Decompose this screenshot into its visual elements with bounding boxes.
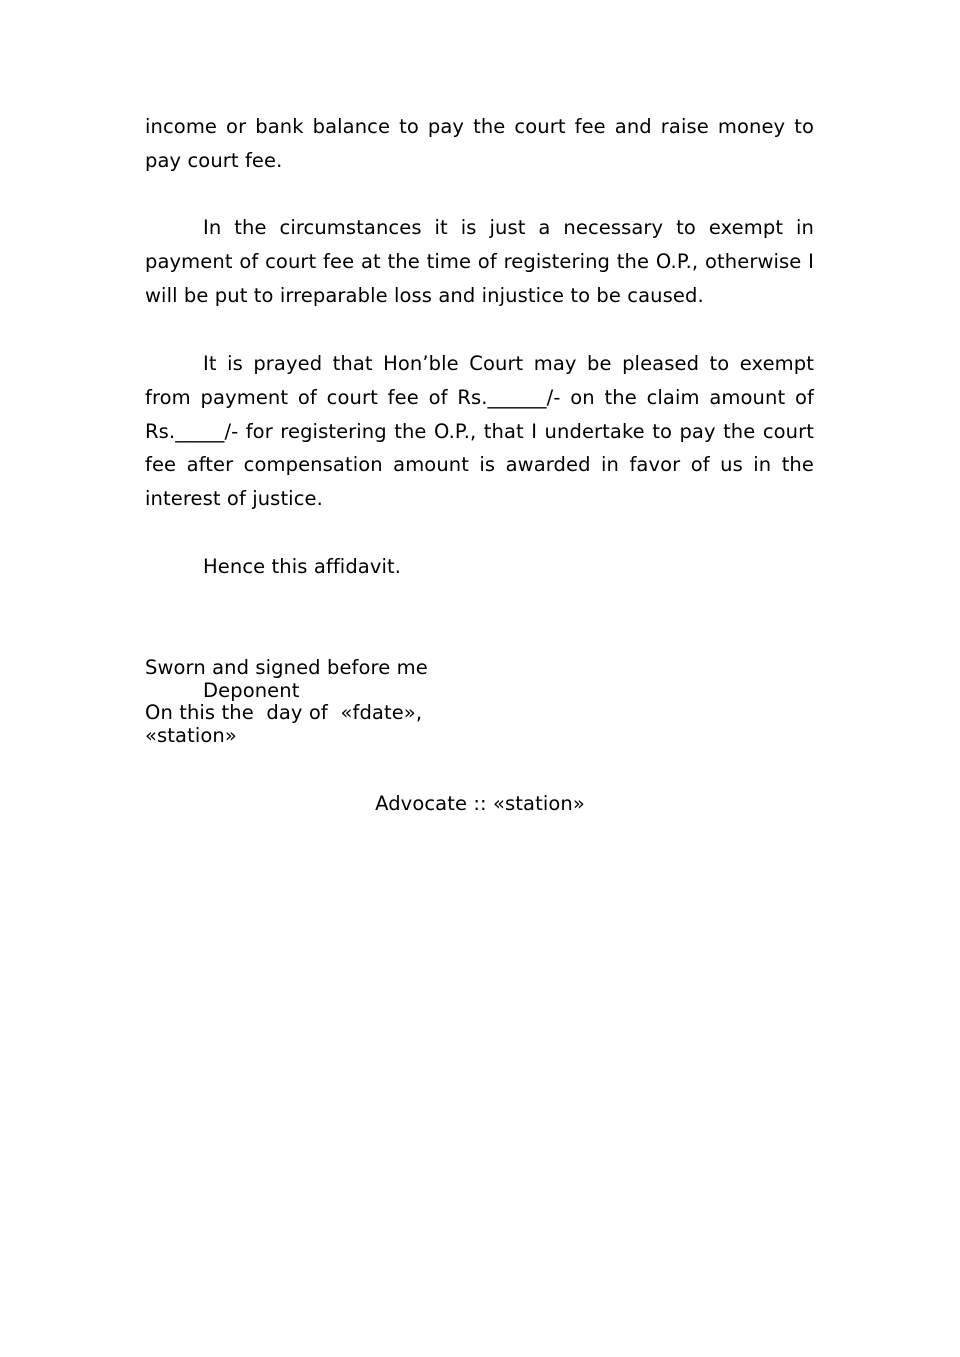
advocate-line: Advocate :: «station» xyxy=(375,792,585,815)
sworn-line: Sworn and signed before me xyxy=(145,656,428,679)
deponent-label: Deponent xyxy=(203,679,300,702)
paragraph-income: income or bank balance to pay the court fee and raise money to pay court fee. xyxy=(145,115,814,172)
date-line: On this the day of «fdate», xyxy=(145,701,423,724)
paragraph-hence: Hence this affidavit. xyxy=(203,555,402,578)
paragraph-prayer: It is prayed that Hon’ble Court may be pleased to exempt from payment of court fee of Rs.______/- on the claim amount of Rs._____/- for registering the O.P., that I undertake to pay the court fee after compensation amount is awarded in favor of us in the interest of justice. xyxy=(145,352,814,511)
station-line: «station» xyxy=(145,724,237,747)
paragraph-circumstances: In the circumstances it is just a necessary to exempt in payment of court fee at the time of registering the O.P., otherwise I will be put to irreparable loss and injustice to be caused. xyxy=(145,216,814,307)
